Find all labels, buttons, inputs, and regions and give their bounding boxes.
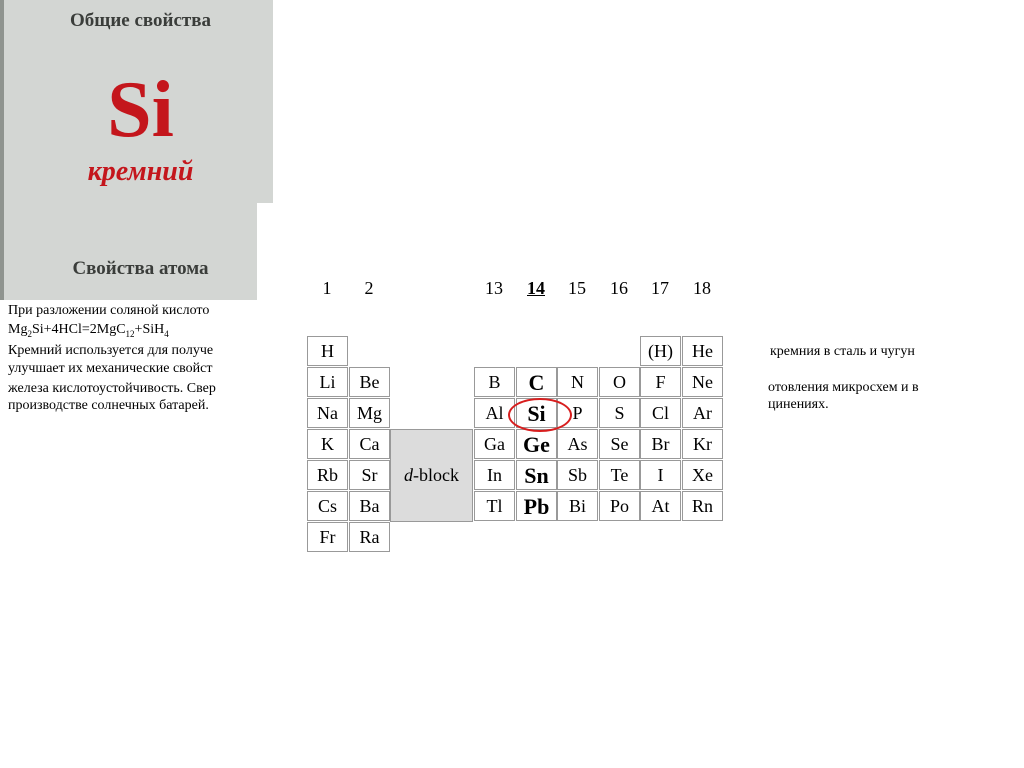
element-cell-Na: Na [307, 398, 348, 428]
group-number-15: 15 [568, 278, 586, 298]
element-cell-At: At [640, 491, 681, 521]
element-cell-N: N [557, 367, 598, 397]
text-line-3: Кремний используется для получе [8, 343, 214, 358]
text-line-1: При разложении соляной кислото [8, 303, 210, 318]
eq-part-a: Mg [8, 322, 28, 337]
group-number-16: 16 [610, 278, 628, 298]
element-cell-Cl: Cl [640, 398, 681, 428]
element-cell-S: S [599, 398, 640, 428]
group-number-13: 13 [485, 278, 503, 298]
element-cell-Tl: Tl [474, 491, 515, 521]
d-block-italic: d [404, 465, 413, 485]
d-block-cell [390, 429, 473, 522]
element-cell-Ar: Ar [682, 398, 723, 428]
group-number-1: 1 [322, 278, 332, 298]
element-cell-O: O [599, 367, 640, 397]
element-cell-Br: Br [640, 429, 681, 459]
element-cell-As: As [557, 429, 598, 459]
element-cell-Sb: Sb [557, 460, 598, 490]
element-cell-I: I [640, 460, 681, 490]
element-cell-Al: Al [474, 398, 515, 428]
element-cell-Ge: Ge [516, 429, 557, 459]
text-right-3: цинениях. [768, 397, 829, 412]
element-cell-C: C [516, 367, 557, 397]
element-cell-Ra: Ra [349, 522, 390, 552]
element-name: кремний [87, 156, 194, 187]
card-title: Общие свойства [70, 10, 211, 31]
element-cell-Ga: Ga [474, 429, 515, 459]
periodic-table-image [257, 203, 759, 563]
eq-sub-a: 2 [27, 328, 32, 339]
element-cell-Li: Li [307, 367, 348, 397]
element-cell-Si: Si [516, 398, 557, 428]
element-cell-Se: Se [599, 429, 640, 459]
element-cell-Cs: Cs [307, 491, 348, 521]
element-cell-Sr: Sr [349, 460, 390, 490]
element-cell-Rn: Rn [682, 491, 723, 521]
element-cell-He: He [682, 336, 723, 366]
element-cell-Xe: Xe [682, 460, 723, 490]
card-footer: Свойства атома [72, 258, 209, 279]
silicon-highlight-circle [508, 398, 572, 432]
element-cell-Pb: Pb [516, 491, 557, 521]
group-number-14: 14 [527, 278, 545, 298]
element-cell-In: In [474, 460, 515, 490]
element-cell-Sn: Sn [516, 460, 557, 490]
element-cell-H-group17: (H) [640, 336, 681, 366]
element-cell-P: P [557, 398, 598, 428]
element-cell-Kr: Kr [682, 429, 723, 459]
element-cell-Te: Te [599, 460, 640, 490]
element-card-image [0, 0, 273, 300]
text-line-4: улучшает их механические свойст [8, 361, 213, 376]
element-cell-B: B [474, 367, 515, 397]
element-cell-Ne: Ne [682, 367, 723, 397]
group-number-18: 18 [693, 278, 711, 298]
eq-part-b: Si+4HCl=2MgC [31, 322, 126, 337]
text-right-1: кремния в сталь и чугун [770, 344, 915, 359]
element-cell-Ca: Ca [349, 429, 390, 459]
element-cell-Bi: Bi [557, 491, 598, 521]
element-cell-K: K [307, 429, 348, 459]
reaction-equation [8, 322, 169, 339]
group-number-17: 17 [651, 278, 669, 298]
element-symbol: Si [107, 66, 174, 154]
group-number-2: 2 [364, 278, 374, 298]
d-block-label: -block [413, 465, 459, 485]
text-line-5: железа кислотоустойчивость. Свер [8, 381, 216, 396]
element-cell-Mg: Mg [349, 398, 390, 428]
element-cell-Rb: Rb [307, 460, 348, 490]
eq-sub-c: 4 [164, 328, 169, 339]
element-cell-Fr: Fr [307, 522, 348, 552]
element-cell-Ba: Ba [349, 491, 390, 521]
eq-sub-b: 12 [125, 328, 135, 339]
text-line-6: производстве солнечных батарей. [8, 398, 209, 413]
text-right-2: отовления микросхем и в [768, 380, 919, 395]
eq-part-c: +SiH [134, 322, 165, 337]
element-cell-H: H [307, 336, 348, 366]
element-cell-Po: Po [599, 491, 640, 521]
element-cell-Be: Be [349, 367, 390, 397]
element-cell-F: F [640, 367, 681, 397]
